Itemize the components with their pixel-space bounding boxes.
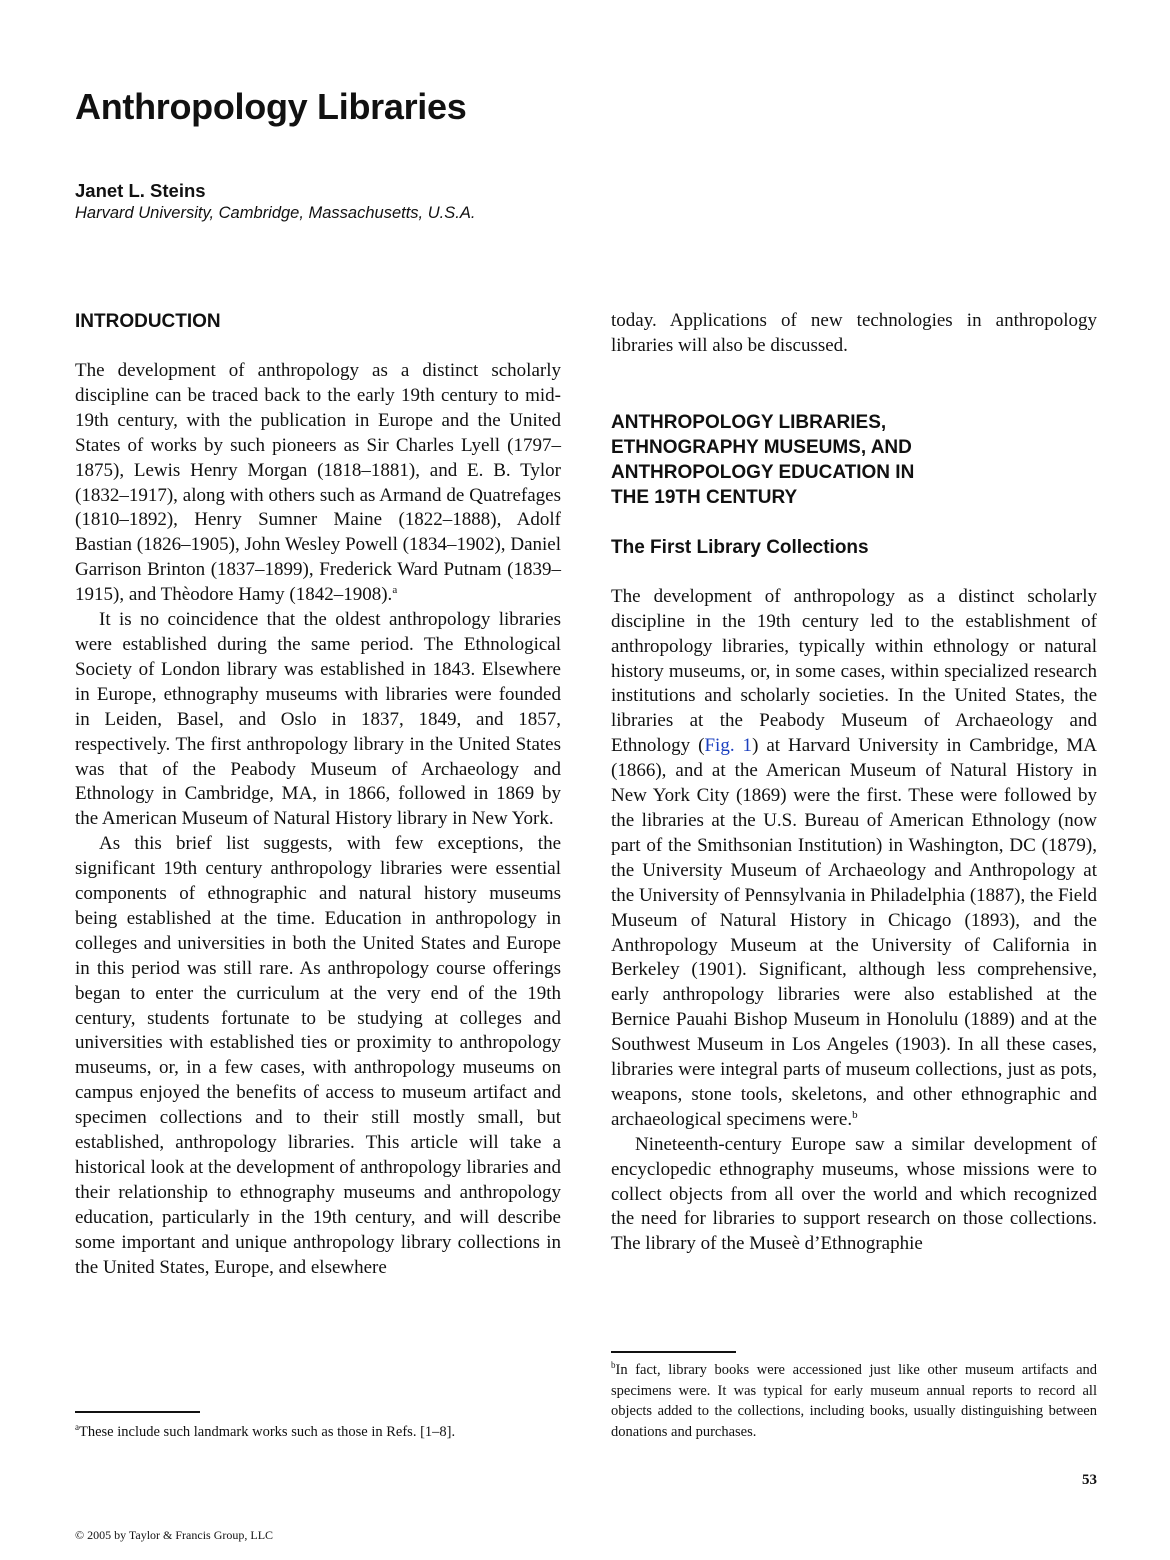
page-number: 53 [1082,1472,1097,1488]
intro-paragraph-1: The development of anthropology as a distinct scholarly discipline can be traced back to the early 19th century to mid-19th century, with the publication in Europe and the United States of works by such pioneers as Sir Charles Lyell (1797–1875), Lewis Henry Morgan (1818–1881), and E. B. Tylor (1832–1917), along with others such as Armand de Quatrefages (1810–1892), Henry Sumner Maine (1822–1888), Adolf Bastian (1826–1905), John Wesley Powell (1834–1902), Daniel Garrison Brinton (1837–1899), Frederick Ward Putnam (1839–1915), and Thèodore Hamy (1842–1908).$^a$ [75,360,561,606]
intro-paragraph-2: It is no coincidence that the oldest anthropology libraries were established during the same period. The Ethnological Society of London library was established in 1843. Elsewhere in Europe, ethnography museums with libraries were founded in Leiden, Basel, and Oslo in 1837, 1849, and 1857, respectively. The first anthropology library in the United States was that of the Peabody Museum of Archaeology and Ethnology in Cambridge, MA, in 1866, followed in 1869 by the American Museum of Natural History library in New York. [75,609,561,830]
intro-paragraph-3: As this brief list suggests, with few exceptions, the significant 19th century anthropology libraries were essential components of ethnographic and natural history museums being established at the time. Education in anthropology in colleges and universities in both the United States and Europe in this period was still rare. As anthropology course offerings began to enter the curriculum at the very end of the 19th century, students fortunate to be studying at colleges and universities with established ties or proximity to anthropology museums, or, in a few cases, with anthropology museums on campus enjoyed the benefits of access to museum artifact and specimen collections and to their still mostly small, but established, anthropology libraries. This article will take a historical look at the development of anthropology libraries and their relationship to ethnography museums and anthropology education, particularly in the 19th century, and will describe some important and unique anthropology library collections in the United States, Europe, and elsewhere [75,833,561,1278]
article-title: Anthropology Libraries [75,86,467,127]
footnote-marker-b[interactable]: b [852,1108,858,1121]
author-name: Janet L. Steins [75,180,206,201]
footnote-b: $^b$In fact, library books were accessioned just like other museum artifacts and specimens were. It was typical for early museum annual reports to record all objects added to the collections, including books, usually distinguishing between donations and purchases. [611,1360,1097,1440]
collections-paragraph-1: The development of anthropology as a distinct scholarly discipline in the 19th century led to the establishment of anthropology libraries, typically within ethnology or natural history museums, or, in some cases, within specialized research institutions and scholarly societies. In the United States, the libraries at the Peabody Museum of Archaeology and Ethnology (Fig. 1) at Harvard University in Cambridge, MA (1866), and at the American Museum of Natural History in New York City (1869) were the first. These were followed by the libraries at the U.S. Bureau of American Ethnology (now part of the Smithsonian Institution) in Washington, DC (1879), the University Museum of Archaeology and Anthropology at the University of Pennsylvania in Philadelphia (1887), the Field Museum of Natural History in Chicago (1893), and the Anthropology Museum at the University of California in Berkeley (1901). Significant, although less comprehensive, early anthropology libraries were also established at the Bernice Pauahi Bishop Museum in Honolulu (1889) and at the Southwest Museum in Los Angeles (1903). In all these cases, libraries were integral parts of museum collections, just as pots, weapons, stone tools, skeletons, and other ethnographic and archaeological specimens were.$^b$ [611,585,1098,1130]
collections-paragraph-2: Nineteenth-century Europe saw a similar development of encyclopedic ethnography museums, whose missions were to collect objects from all over the world and which recognized the need for libraries to support research on those collections. The library of the Museè d’Ethnographie [611,1133,1097,1255]
figure-1-link[interactable]: Fig. 1 [704,735,753,757]
footnote-marker-a[interactable]: a [392,584,398,597]
footnote-a: $^a$These include such landmark works such as those in Refs. [1–8]. [75,1422,456,1440]
footnote-divider-left [75,1411,200,1413]
section-heading-19th-century: ANTHROPOLOGY LIBRARIES, ETHNOGRAPHY MUSEUMS, AND ANTHROPOLOGY EDUCATION IN THE 19TH CENTURY [611,411,915,508]
intro-paragraph-continued: today. Applications of new technologies in anthropology libraries will also be discussed. [611,310,1097,356]
section-heading-introduction: INTRODUCTION [75,311,221,332]
author-affiliation: Harvard University, Cambridge, Massachusetts, U.S.A. [75,204,476,222]
subsection-heading-first-collections: The First Library Collections [611,536,869,558]
copyright-notice: © 2005 by Taylor & Francis Group, LLC [75,1528,274,1542]
right-column [611,309,1097,1257]
left-column [75,309,561,1281]
footnote-divider-right [611,1351,736,1353]
